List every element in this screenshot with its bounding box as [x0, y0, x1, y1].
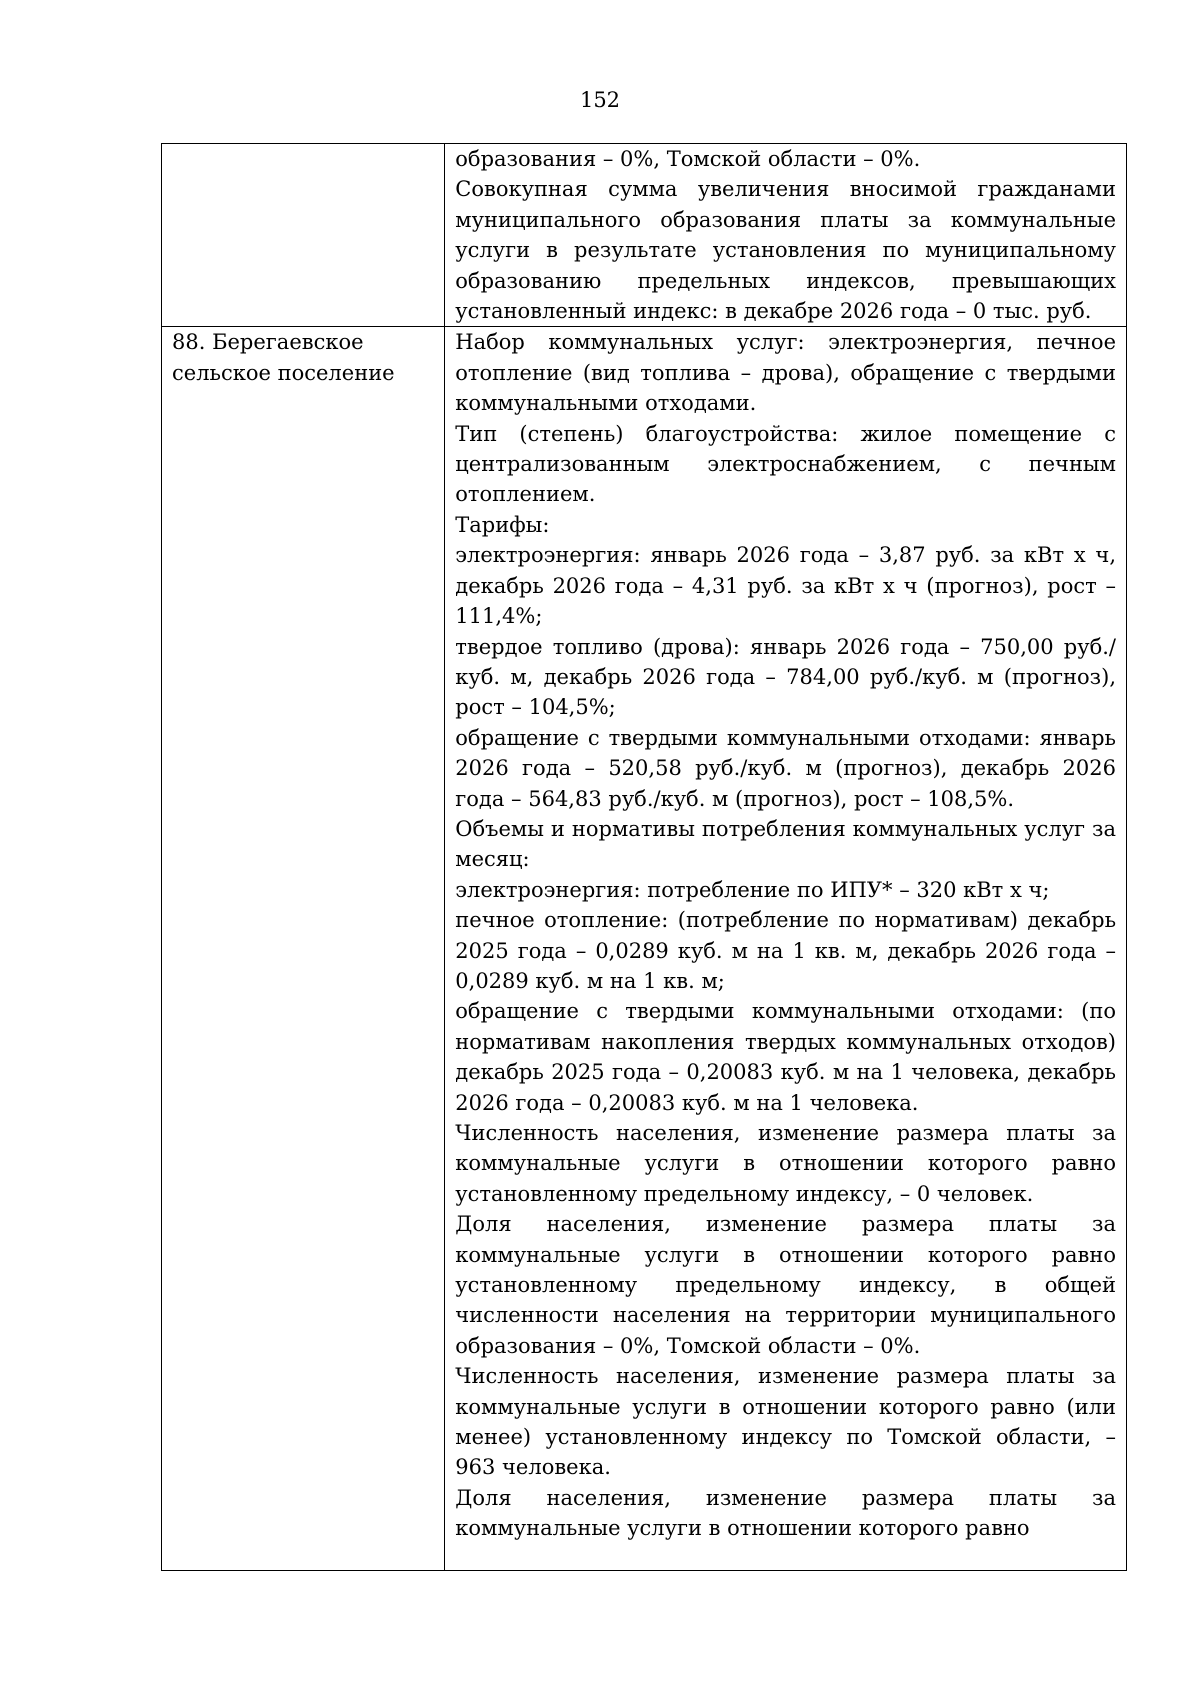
details-paragraph: Тарифы:: [455, 512, 550, 537]
table-row: [162, 144, 1127, 327]
details-paragraph: твердое топливо (дрова): январь 2026 года – 750,00 руб./куб. м, декабрь 2026 года – 784,00 руб./куб. м (прогноз), рост – 104,5%;: [455, 634, 1116, 720]
details-paragraph: электроэнергия: потребление по ИПУ* – 320 кВт х ч;: [455, 877, 1050, 902]
details-cell: [445, 327, 1127, 1571]
details-paragraph: обращение с твердыми коммунальными отходами: (по нормативам накопления твердых коммунальных отходов) декабрь 2025 года – 0,20083 куб. м на 1 человека, декабрь 2026 года – 0,20083 куб. м на 1 человека.: [455, 999, 1116, 1115]
details-paragraph: Численность населения, изменение размера платы за коммунальные услуги в отношении которого равно установленному предельному индексу, – 0 человек.: [455, 1121, 1116, 1206]
details-paragraph: Объемы и нормативы потребления коммунальных услуг за месяц:: [455, 816, 1116, 872]
table-row: [162, 327, 1127, 1571]
details-cell: [445, 144, 1127, 327]
details-paragraph: обращение с твердыми коммунальными отходами: январь 2026 года – 520,58 руб./куб. м (прогноз), декабрь 2026 года – 564,83 руб./куб. м (прогноз), рост – 108,5%.: [455, 725, 1116, 811]
details-paragraph: электроэнергия: январь 2026 года – 3,87 руб. за кВт х ч, декабрь 2026 года – 4,31 руб. за кВт х ч (прогноз), рост – 111,4%;: [455, 543, 1116, 629]
details-paragraph: печное отопление: (потребление по нормативам) декабрь 2025 года – 0,0289 куб. м на 1 кв. м, декабрь 2026 года – 0,0289 куб. м на 1 кв. м;: [455, 908, 1116, 993]
details-paragraph: образования – 0%, Томской области – 0%.: [455, 147, 921, 171]
municipality-cell: 88. Берегаевское сельское поселение: [162, 327, 445, 1571]
municipality-cell: [162, 144, 445, 327]
details-paragraph: Доля населения, изменение размера платы за коммунальные услуги в отношении которого равно: [455, 1485, 1116, 1541]
details-paragraph: Набор коммунальных услуг: электроэнергия, печное отопление (вид топлива – дрова), обращение с твердыми коммунальными отходами.: [455, 330, 1116, 416]
page-number: 152: [579, 88, 621, 112]
tariff-table: [161, 143, 1127, 1571]
details-paragraph: Доля населения, изменение размера платы за коммунальные услуги в отношении которого равно установленному предельному индексу, в общей численности населения на территории муниципального образования – 0%, Томской области – 0%.: [455, 1212, 1116, 1358]
details-paragraph: Численность населения, изменение размера платы за коммунальные услуги в отношении которого равно (или менее) установленному индексу по Томской области, – 963 человека.: [455, 1364, 1116, 1480]
details-paragraph: Тип (степень) благоустройства: жилое помещение с централизованным электроснабжением, с печным отоплением.: [455, 421, 1116, 507]
details-paragraph: Совокупная сумма увеличения вносимой гражданами муниципального образования платы за коммунальные услуги в результате установления по муниципальному образованию предельных индексов, превышающих установленный индекс: в декабре 2026 года – 0 тыс. руб.: [455, 177, 1116, 324]
